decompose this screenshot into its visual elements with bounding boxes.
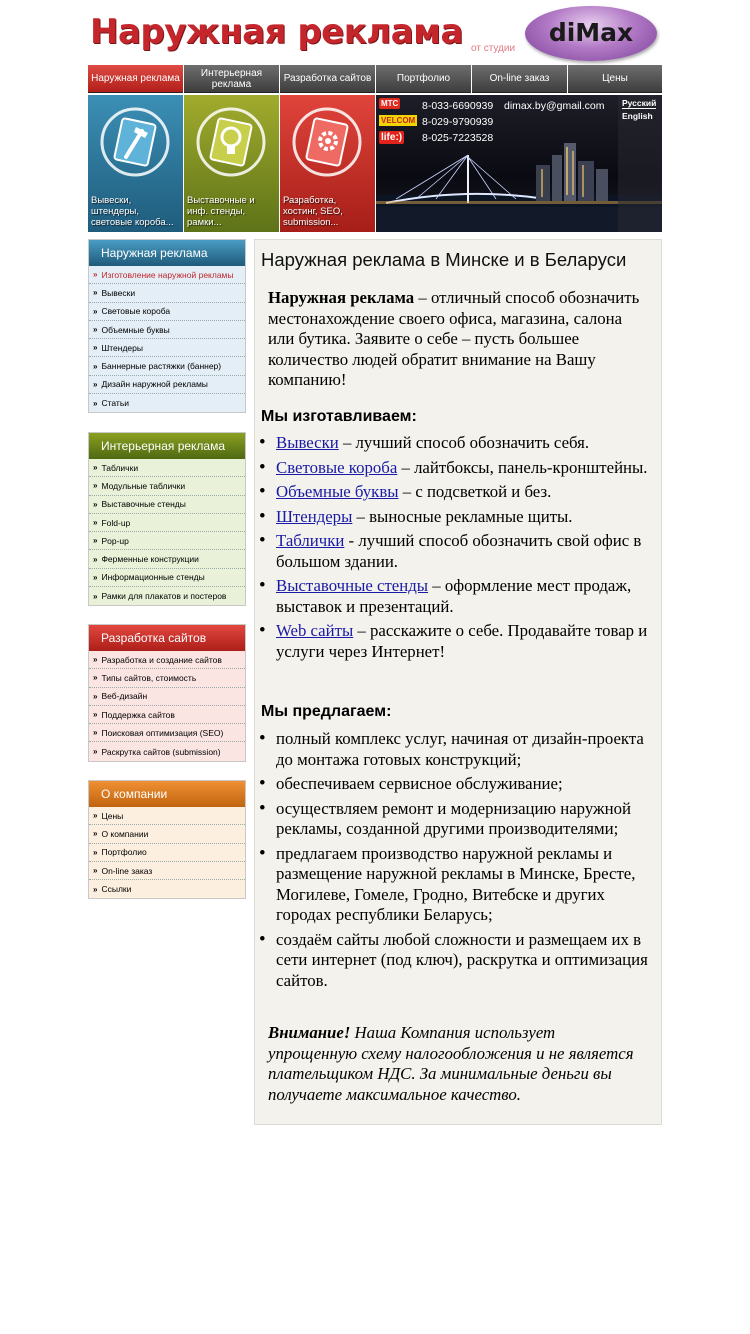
menu-item-label: Ферменные конструкции <box>101 554 199 565</box>
menu-item[interactable] <box>89 357 245 375</box>
link-stands[interactable]: Штендеры <box>276 506 353 526</box>
life-logo: life:) <box>381 132 403 143</box>
double-chevron-icon: » <box>93 398 98 408</box>
intro-bold: Наружная реклама <box>268 288 415 307</box>
list-item <box>259 482 659 503</box>
double-chevron-icon: » <box>93 343 98 353</box>
menu-item[interactable] <box>89 376 245 394</box>
link-lightboxes[interactable]: Световые короба <box>276 457 398 477</box>
link-3d-letters[interactable]: Объемные буквы <box>276 482 399 501</box>
velcom-logo: VELCOM <box>381 116 416 125</box>
logo-brand: diMax <box>548 18 634 47</box>
link-plates[interactable]: Таблички <box>276 531 345 550</box>
list-item-text: – расскажите о себе. Продавайте товар и услуги через Интернет! <box>276 621 648 661</box>
menu-item[interactable] <box>89 706 245 724</box>
phone-mts: 8-033-6690939 <box>422 100 494 112</box>
menu-item-label: Разработка и создание сайтов <box>101 654 222 665</box>
menu-item-label: Изготовление наружной рекламы <box>101 269 234 280</box>
menu-item[interactable] <box>89 266 245 284</box>
page-container <box>88 0 662 1104</box>
section-heading-offer: Мы предлагаем: <box>261 703 392 720</box>
list-item: • обеспечиваем сервисное обслуживание; <box>259 774 659 795</box>
menu-item-label: Выставочные стенды <box>101 499 186 510</box>
lang-english[interactable]: English <box>622 111 653 121</box>
double-chevron-icon: » <box>93 847 98 857</box>
double-chevron-icon: » <box>93 325 98 335</box>
menu-item-label: Информационные стенды <box>101 572 205 583</box>
nav-web-dev[interactable]: Разработка сайтов <box>280 65 375 93</box>
banner-tile-web[interactable] <box>280 95 375 232</box>
menu-item-label: Раскрутка сайтов (submission) <box>101 746 221 757</box>
logo-subtitle: от студии <box>471 43 516 54</box>
list-item <box>259 621 659 662</box>
double-chevron-icon: » <box>93 728 98 738</box>
list-item-text: – с подсветкой и без. <box>398 482 552 501</box>
nav-prices[interactable]: Цены <box>568 65 662 93</box>
link-web-sites[interactable]: Web сайты <box>276 621 354 640</box>
offer-list <box>259 729 659 995</box>
banner-tile-outdoor[interactable] <box>88 95 183 232</box>
sidebar-menu-about <box>88 780 246 899</box>
menu-item[interactable] <box>89 569 245 587</box>
link-signs[interactable]: Вывески <box>276 433 339 452</box>
list-item <box>259 458 659 479</box>
gear-icon <box>288 103 366 181</box>
menu-item[interactable] <box>89 825 245 843</box>
main-nav <box>88 65 662 93</box>
double-chevron-icon: » <box>93 361 98 371</box>
menu-item-label: Световые короба <box>101 306 171 317</box>
mts-logo: МТС <box>381 99 399 108</box>
nav-outdoor[interactable]: Наружная реклама <box>88 65 183 93</box>
list-item: • осуществляем ремонт и модернизацию наружной рекламы, созданной другими производителями; <box>259 799 659 840</box>
double-chevron-icon: » <box>93 306 98 316</box>
menu-item-label: On-line заказ <box>101 865 153 876</box>
double-chevron-icon: » <box>93 884 98 894</box>
banner <box>88 95 662 232</box>
menu-item[interactable] <box>89 651 245 669</box>
menu-item[interactable] <box>89 688 245 706</box>
menu-item-label: Поисковая оптимизация (SEO) <box>101 727 224 738</box>
menu-item-label: Поддержка сайтов <box>101 709 175 720</box>
menu-item-label: Цены <box>101 810 124 821</box>
lang-russian[interactable]: Русский <box>622 98 657 108</box>
menu-item-label: Типы сайтов, стоимость <box>101 672 197 683</box>
double-chevron-icon: » <box>93 481 98 491</box>
link-exhibition-stands[interactable]: Выставочные стенды <box>276 576 429 595</box>
menu-item-label: О компании <box>101 828 149 839</box>
menu-item[interactable] <box>89 303 245 321</box>
menu-item[interactable] <box>89 724 245 742</box>
contact-email[interactable]: dimax.by@gmail.com <box>504 100 605 112</box>
intro-text: – отличный способ обозначить местонахождение своего офиса, магазина, салона или бутика. Заявите о себе – пусть большее количество людей обратит внимание на Вашу компанию! <box>268 288 640 389</box>
menu-item-label: Рамки для плакатов и постеров <box>101 591 227 602</box>
list-item: • предлагаем производство наружной рекламы и размещение наружной рекламы в Минске, Бресте, Могилеве, Гомеле, Гродно, Витебске и других городах республики Беларусь; <box>259 844 659 926</box>
list-item <box>259 507 659 528</box>
menu-item[interactable] <box>89 844 245 862</box>
menu-item[interactable] <box>89 669 245 687</box>
menu-item[interactable] <box>89 807 245 825</box>
menu-item[interactable] <box>89 514 245 532</box>
dimax-logo-badge[interactable] <box>525 6 657 61</box>
menu-item-label: Статьи <box>101 398 129 409</box>
menu-heading[interactable]: Интерьерная реклама <box>89 433 245 459</box>
list-item <box>259 576 659 617</box>
make-list <box>259 433 659 666</box>
double-chevron-icon: » <box>93 691 98 701</box>
list-item: • полный комплекс услуг, начиная от дизайн-проекта до монтажа готовых конструкций; <box>259 729 659 770</box>
page-title: Наружная реклама в Минске и в Беларуси <box>261 249 627 270</box>
menu-item[interactable] <box>89 339 245 357</box>
double-chevron-icon: » <box>93 655 98 665</box>
double-chevron-icon: » <box>93 811 98 821</box>
phone-life: 8-025-7223528 <box>422 132 494 144</box>
menu-item[interactable] <box>89 550 245 568</box>
double-chevron-icon: » <box>93 591 98 601</box>
list-item-text: - лучший способ обозначить свой офис в большом здании. <box>276 531 642 571</box>
banner-tile-interior[interactable] <box>184 95 279 232</box>
sidebar-menu-interior <box>88 432 246 606</box>
tile-caption-web: Разработка, хостинг, SEO, submission... <box>283 195 343 228</box>
sidebar-menu-outdoor <box>88 239 246 413</box>
double-chevron-icon: » <box>93 572 98 582</box>
menu-item-label: Вывески <box>101 287 136 298</box>
sidebar-menu-web <box>88 624 246 762</box>
list-item <box>259 531 659 572</box>
list-item-text: – выносные рекламные щиты. <box>352 506 573 526</box>
menu-item[interactable] <box>89 532 245 550</box>
double-chevron-icon: » <box>93 536 98 546</box>
nav-portfolio[interactable]: Портфолио <box>376 65 471 93</box>
menu-item-label: Pop-up <box>101 535 129 546</box>
note-bold: Внимание! <box>268 1023 351 1042</box>
menu-item[interactable] <box>89 459 245 477</box>
menu-item[interactable] <box>89 742 245 760</box>
menu-item[interactable] <box>89 394 245 412</box>
menu-item-label: Веб-дизайн <box>101 691 148 702</box>
menu-item[interactable] <box>89 587 245 605</box>
double-chevron-icon: » <box>93 499 98 509</box>
list-item-text: – оформление мест продаж, выставок и презентаций. <box>276 576 632 616</box>
nav-interior[interactable]: Интерьерная реклама <box>184 65 279 93</box>
section-heading-make: Мы изготавливаем: <box>261 408 417 425</box>
hammer-icon <box>96 103 174 181</box>
logo-title[interactable]: Наружная реклама <box>90 12 463 52</box>
tile-caption-outdoor: Вывески, штендеры, световые короба... <box>91 195 174 228</box>
menu-item-label: Дизайн наружной рекламы <box>101 379 208 390</box>
list-item <box>259 433 659 454</box>
double-chevron-icon: » <box>93 829 98 839</box>
phone-velcom: 8-029-9790939 <box>422 116 494 128</box>
double-chevron-icon: » <box>93 518 98 528</box>
double-chevron-icon: » <box>93 379 98 389</box>
menu-heading[interactable]: Наружная реклама <box>89 240 245 266</box>
language-switcher <box>618 95 662 232</box>
nav-online-order[interactable]: On-line заказ <box>472 65 567 93</box>
contact-panel <box>376 95 662 232</box>
menu-item-label: Портфолио <box>101 847 147 858</box>
menu-item-label: Таблички <box>101 462 139 473</box>
menu-item[interactable] <box>89 880 245 898</box>
double-chevron-icon: » <box>93 747 98 757</box>
list-item-text: – лайтбоксы, панель-кронштейны. <box>397 457 648 477</box>
double-chevron-icon: » <box>93 554 98 564</box>
menu-item[interactable] <box>89 477 245 495</box>
lightbulb-icon <box>192 103 270 181</box>
menu-item-label: Штендеры <box>101 342 143 353</box>
menu-item-label: Баннерные растяжки (баннер) <box>101 361 222 372</box>
double-chevron-icon: » <box>93 463 98 473</box>
menu-item[interactable] <box>89 321 245 339</box>
menu-item-label: Fold-up <box>101 517 131 528</box>
double-chevron-icon: » <box>93 673 98 683</box>
header <box>88 0 662 64</box>
menu-item-label: Объемные буквы <box>101 324 170 335</box>
tile-caption-interior: Выставочные и инф. стенды, рамки... <box>187 195 255 228</box>
double-chevron-icon: » <box>93 288 98 298</box>
intro-paragraph <box>268 288 648 391</box>
double-chevron-icon: » <box>93 270 98 280</box>
menu-heading[interactable]: О компании <box>89 781 245 807</box>
note-text: Наша Компания использует упрощенную схему налогообложения и не является плательщиком НДС. За минимальные деньги вы получаете максимальное качество. <box>268 1023 634 1104</box>
list-item-text: – лучший способ обозначить себя. <box>338 433 590 452</box>
list-item: • создаём сайты любой сложности и размещаем их в сети интернет (под ключ), раскрутка и оптимизация сайтов. <box>259 930 659 992</box>
menu-item-label: Модульные таблички <box>101 480 186 491</box>
menu-item[interactable] <box>89 862 245 880</box>
menu-item[interactable] <box>89 284 245 302</box>
main-content <box>254 239 662 1125</box>
menu-item[interactable] <box>89 496 245 514</box>
double-chevron-icon: » <box>93 710 98 720</box>
menu-item-label: Ссылки <box>101 884 132 895</box>
double-chevron-icon: » <box>93 866 98 876</box>
vat-note <box>268 1023 648 1105</box>
menu-heading[interactable]: Разработка сайтов <box>89 625 245 651</box>
